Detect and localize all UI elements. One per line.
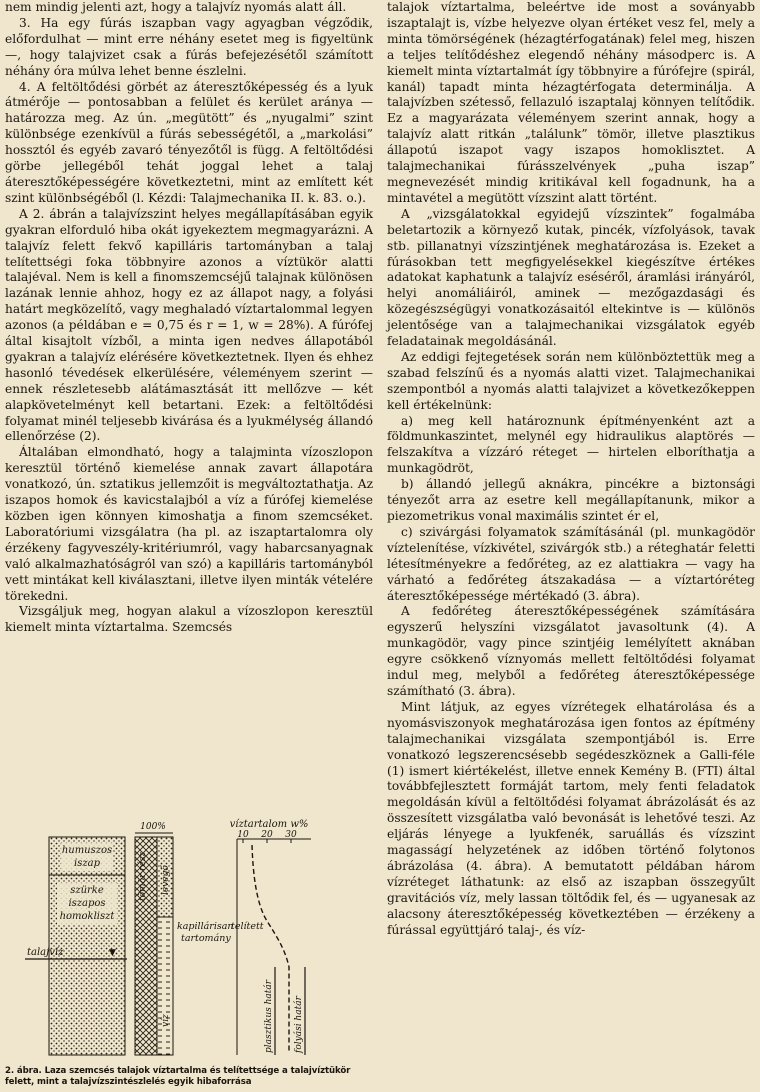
plastic-limit-label: plasztikus határ bbox=[264, 979, 274, 1053]
paragraph: nem mindig jelenti azt, hogy a talajvíz nyomás alatt áll. bbox=[5, 0, 347, 14]
paragraph: Vizsgáljuk meg, hogyan alakul a vízoszlopon keresztül kiemelt minta víztartalma. Szemcsés bbox=[5, 604, 373, 635]
layer-label: homokliszt bbox=[59, 911, 115, 922]
paragraph: 3. Ha egy fúrás iszapban vagy agyagban végződik, előfordulhat — mint erre néhány esetet meg is figyeltünk —, hogy talajvizet csak a fúrás befejezésétől számított néhány óra múlva lehet benne észlelni. bbox=[5, 15, 373, 78]
w-tick-label: 20 bbox=[261, 830, 273, 840]
liquid-limit-label: folyási határ bbox=[294, 996, 304, 1053]
scale-label: 100% bbox=[140, 822, 166, 832]
figure-caption: 2. ábra. Laza szemcsés talajok víztartalma és telítettsége a talajvíztükör felett, mint a talajvízszintészlelés egyik hibaforrása bbox=[5, 1066, 351, 1087]
right-column bbox=[387, 0, 755, 938]
paragraph: a) meg kell határoznunk építményenként azt a földmunkaszintet, melynél egy hidraulikus alaptörés — felszakítva a vízzáró réteget — hirtelen elboríthatja a munkagödröt, bbox=[387, 413, 755, 476]
water-content-title: víztartalom w% bbox=[229, 819, 309, 830]
paragraph: c) szivárgási folyamatok számításánál (pl. munkagödör víztelenítése, vízkivétel, szivárgók stb.) a réteghatár feletti létesítményekre a fedőréteg, az ez alattiakra — vagy ha várható a fedőréteg átszakadása — a víztartóréteg áteresztőképessége mértékadó (3. ábra). bbox=[387, 524, 755, 603]
capillary-label: telített bbox=[231, 921, 264, 932]
layer-label: iszap bbox=[74, 858, 100, 869]
paragraph: Az eddigi fejtegetések során nem különböztettük meg a szabad felszínű és a nyomás alatti vizet. Talajmechanikai szempontból a nyomás alatti talajvizet a következőkeppen kell értékelnünk: bbox=[387, 349, 755, 412]
w-tick-label: 10 bbox=[237, 830, 249, 840]
paragraph: Mint látjuk, az egyes vízrétegek elhatárolása és a nyomásviszonyok meghatározása igen fontos az építmény talajmechanikai vizsgálata szempontjából is. Erre vonatkozó legszerencsésebb segédeszköznek a Galli-féle (1) ismert kiértékelést, illetve ennek Kemény B. (FTI) által továbbfejlesztett formáját tartom, mely fenti feladatok megoldásán kívül a feltöltődési folyamat ábrázolását és az összesített vizsgálatba való bevonását is lehetővé teszi. Az eljárás lényege a lyukfenék, saruállás és vízszint magasságí helyzetének az időben történő folytonos ábrázolása (4. ábra). A bemutatott példában három vízréteget láthatunk: az első az iszapban összegyűlt gravitációs víz, mely lassan töltődik fel, és — ugyanesak az alacsony áteresztőképesség következtében — érzékeny a fúrással együttjáró talaj-, és víz- bbox=[387, 699, 755, 937]
left-column bbox=[5, 0, 373, 636]
layer-label: szürke bbox=[70, 885, 104, 896]
w-tick-label: 30 bbox=[285, 830, 297, 840]
paragraph: Általában elmondható, hogy a talajminta vízoszlopon keresztül történő kiemelése annak zavart állapotára vonatkozó, ún. sztatikus jellemzőit is megváltoztathatja. Az iszapos homok és kavicstalajból a víz a fúrófej kiemelése közben igen könnyen kimoshatja a finom szemcséket. Laboratóriumi vizsgálatra (ha pl. az iszaptartalomra oly érzékeny fagyveszély-kritériumról, vagy habarcsanyagnak való alkalmazhatóságról van szó) a kapilláris tartományból vett mintákat kell kiválasztani, illetve ilyen minták vételére törekedni. bbox=[5, 445, 373, 603]
figure-2 bbox=[5, 817, 373, 1062]
paragraph: 4. A feltöltődési görbét az áteresztőképesség és a lyuk átmérője — pontosabban a felület és kerület aránya — határozza meg. Az ún. „megütött” és „nyugalmi” szint különbsége ezenkívül a fúrás sebességétől, a „markolási” hossztól és egyéb zavaró tényezőtől is függ. A feltöltődési görbe jellegéből tehát joggal lehet a talaj áteresztőképességére következtetni, mint az említett két szint különbségéből (l. Kézdi: Talajmechanika II. k. 83. o.). bbox=[5, 79, 373, 205]
groundwater-label: talajvíz bbox=[27, 947, 64, 958]
paragraph: A „vizsgálatokkal egyidejű vízszintek” fogalmába beletartozik a környező kutak, pincék, vízfolyások, tavak stb. pillanatnyi vízszintjének meghatározása is. Ezeket a fúrásokban tett megfigyelésekkel kiegészítve értékes adatokat kaphatunk a talajvíz eséséről, áramlási irányáról, helyi anomáliáiról, aminek — mezőgazdasági és közegészségügyi vonatkozásaitól eltekintve is — különös jelentősége van a talajmechanikai vizsgálatok egyéb feladatainak megoldásánál. bbox=[387, 206, 755, 349]
paragraph: talajok víztartalma, beleértve ide most a soványabb iszaptalajt is, vízbe helyezve olyan értéket vesz fel, mely a minta tömörségének (hézagtérfogatának) felel meg, hiszen a teljes telítődéshez elegendő néhány másodperc is. A kiemelt minta víztartalmát így többnyire a fúrófejre (spirál, kanál) tapadt minta hézagtérfogata determinálja. A talajvízben szétesső, fellazuló iszaptalaj könnyen telítődik. Ez a magyarázata véleményem szerint annak, hogy a talajvíz alatt ritkán „találunk” tömör, illetve plasztikus állapotú iszapot vagy iszapos homoklisztet. A talajmechanikai fúrásszelvények „puha iszap” megnevezését mindig kritikával kell fogadnunk, ha a mintavétel a megütött vízszint alatt történt. bbox=[387, 0, 755, 205]
paragraph: A fedőréteg áteresztőképességének számítására egyszerű helyszíni vizsgálatot javasoltunk (4). A munkagödör, vagy pince szintjéig lemélyített aknában egyre csökkenő víznyomás mellett feltöltődési folyamat indul meg, melyből a fedőréteg áteresztőképessége számítható (3. ábra). bbox=[387, 604, 755, 698]
capillary-label: kapillárisan bbox=[177, 921, 234, 932]
water-label: víz bbox=[161, 1014, 171, 1027]
capillary-label: tartomány bbox=[181, 933, 231, 944]
air-label: levegő bbox=[161, 865, 171, 895]
water-band bbox=[157, 917, 173, 1055]
layer-label: iszapos bbox=[68, 898, 106, 909]
solid-part-label: tömör rész bbox=[138, 851, 148, 901]
water-level-icon: ▼ bbox=[109, 948, 116, 958]
layer-label: humuszos bbox=[61, 845, 113, 856]
paragraph: A 2. ábrán a talajvízszint helyes megállapításában egyik gyakran elforduló hiba okát igyekeztem megmagyarázni. A talajvíz felett fekvő kapilláris tartományban a talaj telítettségi foka többnyire azonos a víztükör alatti talajéval. Nem is kell a finomszemcséjű talajnak különösen lazának lennie ahhoz, hogy ez az állapot nagy, a folyási határt megközelítő, vagy meghaladó víztartalommal legyen azonos (a példában e = 0,75 és r = 1, w = 28%). A fúrófej által kisajtolt vízből, a minta igen nedves állapotából gyakran a talajvíz elérésére következtetnek. Ilyen és ehhez hasonló tévedések elkerülésére, véleményem szerint — ennek részletesebb alátámasztását itt mellőzve — két alapkövetelményt kell betartani. Ezek: a feltöltődési folyamat minél teljesebb kivárása és a lyukmélység állandó ellenőrzése (2). bbox=[5, 206, 373, 444]
paragraph: b) állandó jellegű aknákra, pincékre a biztonsági tényezőt arra az esetre kell megállapítanunk, mikor a piezometrikus vonal maximális szintet ér el, bbox=[387, 477, 755, 523]
